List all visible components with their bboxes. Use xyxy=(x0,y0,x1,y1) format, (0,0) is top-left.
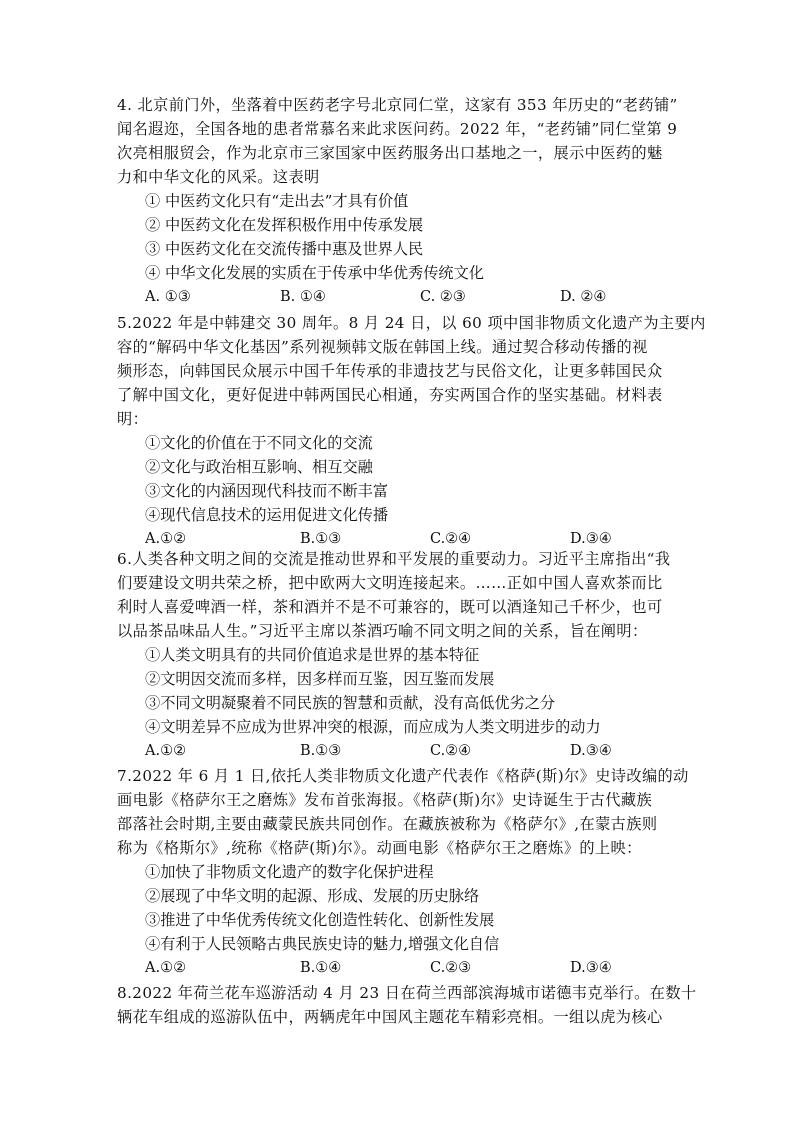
question-stem-line: 频形态，向韩国民众展示中国千年传承的非遗技艺与民俗文化，让更多韩国民众 xyxy=(117,362,663,380)
question-stem-line: 辆花车组成的巡游队伍中，两辆虎年中国风主题花车精彩亮相。一组以虎为核心 xyxy=(117,1008,663,1026)
question-stem-line: 部落社会时期,主要由藏蒙民族共同创作。在藏族被称为《格萨尔》,在蒙古族则 xyxy=(117,815,658,833)
question-stem-line: 5.2022 年是中韩建交 30 周年。8 月 24 日，以 60 项中国非物质文化遗产为主要内 xyxy=(117,314,706,332)
question-stem-line: 4. 北京前门外，坐落着中医药老字号北京同仁堂，这家有 353 年历史的“老药铺” xyxy=(117,96,678,114)
statement-item: ①人类文明具有的共同价值追求是世界的基本特征 xyxy=(145,646,480,664)
answer-choice-d[interactable]: D.③④ xyxy=(570,743,612,759)
statement-item: ③不同文明凝聚着不同民族的智慧和贡献，没有高低优劣之分 xyxy=(145,694,556,712)
question-stem-line: 8.2022 年荷兰花车巡游活动 4 月 23 日在荷兰西部滨海城市诺德韦克举行。在数十 xyxy=(117,984,697,1002)
question-stem-line: 闻名遐迩，全国各地的患者常慕名来此求医问药。2022 年，“老药铺”同仁堂第 9 xyxy=(117,120,678,138)
answer-choice-d[interactable]: D.③④ xyxy=(570,531,612,547)
question-stem-line: 7.2022 年 6 月 1 日,依托人类非物质文化遗产代表作《格萨(斯)尔》史诗改编的动 xyxy=(117,767,689,785)
question-stem-line: 们要建设文明共荣之桥，把中欧两大文明连接起来。……正如中国人喜欢茶而比 xyxy=(117,574,663,592)
statement-item: ③文化的内涵因现代科技而不断丰富 xyxy=(145,482,388,500)
question-stem-line: 明： xyxy=(117,410,149,428)
answer-choice-d[interactable]: D. ②④ xyxy=(560,289,607,305)
statement-item: ④ 中华文化发展的实质在于传承中华优秀传统文化 xyxy=(145,264,484,282)
statement-item: ②展现了中华文明的起源、形成、发展的历史脉络 xyxy=(145,887,480,905)
answer-choice-c[interactable]: C. ②③ xyxy=(420,289,466,305)
statement-item: ④有利于人民领略古典民族史诗的魅力,增强文化自信 xyxy=(145,935,500,953)
answer-choice-a[interactable]: A.①② xyxy=(145,960,187,976)
answer-choice-a[interactable]: A.①② xyxy=(145,743,187,759)
statement-item: ②文化与政治相互影响、相互交融 xyxy=(145,458,373,476)
answer-choice-c[interactable]: C.②④ xyxy=(430,531,472,547)
statement-item: ③推进了中华优秀传统文化创造性转化、创新性发展 xyxy=(145,911,495,929)
answer-choice-c[interactable]: C.②③ xyxy=(430,960,472,976)
question-stem-line: 6.人类各种文明之间的交流是推动世界和平发展的重要动力。习近平主席指出“我 xyxy=(117,550,671,568)
answer-choice-a[interactable]: A.①② xyxy=(145,531,187,547)
question-stem-line: 画电影《格萨尔王之磨炼》发布首张海报。《格萨(斯)尔》史诗诞生于古代藏族 xyxy=(117,791,653,809)
statement-item: ②文明因交流而多样，因多样而互鉴，因互鉴而发展 xyxy=(145,670,495,688)
question-stem-line: 了解中国文化，更好促进中韩两国民心相通，夯实两国合作的坚实基础。材料表 xyxy=(117,386,663,404)
answer-choice-a[interactable]: A. ①③ xyxy=(145,289,191,305)
answer-choice-b[interactable]: B.①④ xyxy=(300,960,342,976)
answer-choice-d[interactable]: D.③④ xyxy=(570,960,612,976)
answer-choice-c[interactable]: C.②④ xyxy=(430,743,472,759)
statement-item: ①文化的价值在于不同文化的交流 xyxy=(145,434,373,452)
statement-item: ④文明差异不应成为世界冲突的根源，而应成为人类文明进步的动力 xyxy=(145,718,601,736)
answer-choice-b[interactable]: B. ①④ xyxy=(280,289,326,305)
statement-item: ①加快了非物质文化遗产的数字化保护进程 xyxy=(145,863,434,881)
statement-item: ④现代信息技术的运用促进文化传播 xyxy=(145,506,388,524)
question-stem-line: 力和中华文化的风采。这表明 xyxy=(117,168,320,186)
statement-item: ① 中医药文化只有“走出去”才具有价值 xyxy=(145,192,409,210)
answer-choice-b[interactable]: B.①③ xyxy=(300,743,342,759)
statement-item: ③ 中医药文化在交流传播中惠及世界人民 xyxy=(145,240,424,258)
question-stem-line: 利时人喜爱啤酒一样，茶和酒并不是不可兼容的，既可以酒逢知己千杯少，也可 xyxy=(117,598,663,616)
question-stem-line: 以品茶品味品人生。”习近平主席以茶酒巧喻不同文明之间的关系，旨在阐明： xyxy=(117,622,648,640)
statement-item: ② 中医药文化在发挥积极作用中传承发展 xyxy=(145,216,424,234)
question-stem-line: 次亮相服贸会，作为北京市三家国家中医药服务出口基地之一，展示中医药的魅 xyxy=(117,144,663,162)
question-stem-line: 容的“解码中华文化基因”系列视频韩文版在韩国上线。通过契合移动传播的视 xyxy=(117,338,648,356)
question-stem-line: 称为《格斯尔》,统称《格萨(斯)尔》。动画电影《格萨尔王之磨炼》的上映： xyxy=(117,839,642,857)
answer-choice-b[interactable]: B.①③ xyxy=(300,531,342,547)
